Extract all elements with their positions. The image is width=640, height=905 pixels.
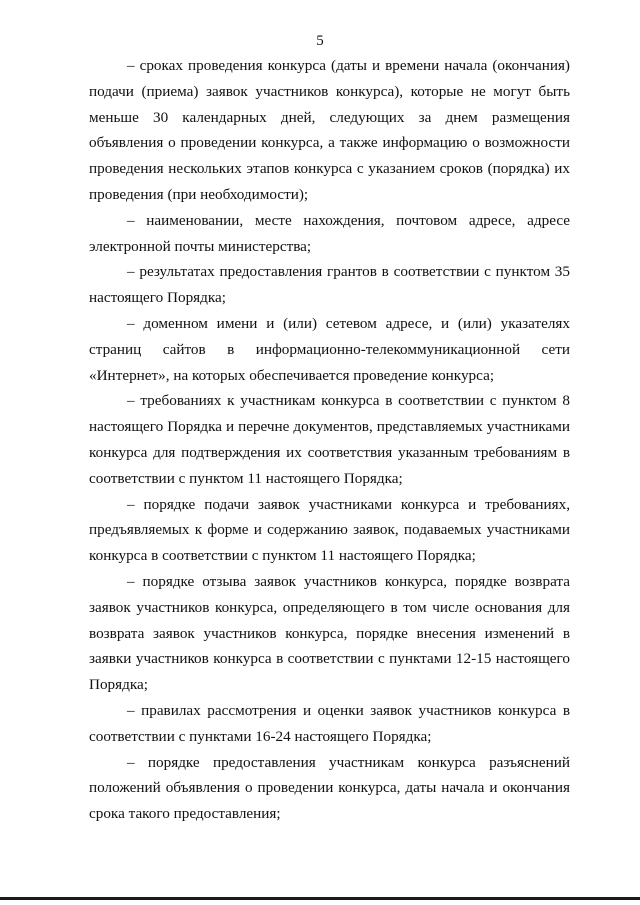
- paragraph-application-withdrawal: – порядке отзыва заявок участников конкурса, порядке возврата заявок участников конкурса, определяющего в том числе основания для возврата заявок участников конкурса, порядке внесения изменений в заявки участников конкурса в соответствии с пунктами 12-15 настоящего Порядка;: [89, 572, 570, 694]
- paragraph-participant-requirements: – требованиях к участникам конкурса в соответствии с пунктом 8 настоящего Порядка и перечне документов, представляемых участниками конкурса для подтверждения их соответствия указанным требованиям в соответствии с пунктом 11 настоящего Порядка;: [89, 392, 570, 487]
- paragraph-domain-name: – доменном имени и (или) сетевом адресе, и (или) указателях страниц сайтов в информационно-телекоммуникационной сети «Интернет», на которых обеспечивается проведение конкурса;: [89, 314, 570, 384]
- paragraph-application-submission: – порядке подачи заявок участниками конкурса и требованиях, предъявляемых к форме и содержанию заявок, подаваемых участниками конкурса в соответствии с пунктом 11 настоящего Порядка;: [89, 495, 570, 565]
- paragraph-grant-results: – результатах предоставления грантов в соответствии с пунктом 35 настоящего Порядка;: [89, 263, 570, 307]
- paragraph-ministry-address: – наименовании, месте нахождения, почтовом адресе, адресе электронной почты министерства;: [89, 211, 570, 255]
- paragraph-evaluation-rules: – правилах рассмотрения и оценки заявок участников конкурса в соответствии с пунктами 16-24 настоящего Порядка;: [89, 701, 570, 745]
- paragraph-contest-deadlines: – сроках проведения конкурса (даты и времени начала (окончания) подачи (приема) заявок участников конкурса), которые не могут быть меньше 30 календарных дней, следующих за днем размещения объявления о проведении конкурса, а также информацию о возможности проведения нескольких этапов конкурса с указанием сроков (порядка) их проведения (при необходимости);: [89, 57, 570, 203]
- scan-edge-line: [0, 897, 640, 900]
- paragraph-clarifications: – порядке предоставления участникам конкурса разъяснений положений объявления о проведении конкурса, даты начала и окончания срока такого предоставления;: [89, 753, 570, 823]
- page-number: 5: [316, 33, 324, 49]
- document-body: [89, 53, 570, 827]
